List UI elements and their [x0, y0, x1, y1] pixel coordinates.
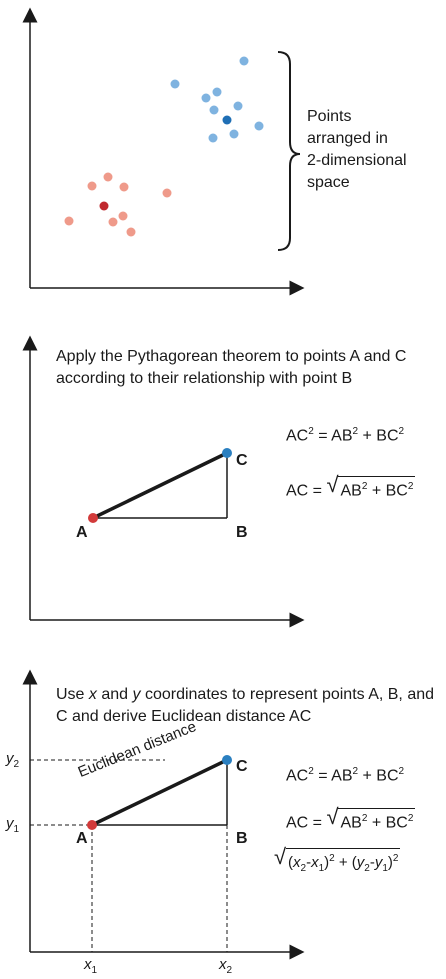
x1-label: [84, 956, 97, 976]
eq-term: AB: [340, 814, 362, 832]
eq-term: (: [351, 854, 357, 871]
red-point: [88, 182, 97, 191]
caption-text: and: [96, 686, 133, 703]
eq-term: ): [387, 854, 393, 871]
eq-sub: 1: [318, 863, 325, 874]
eq-exp: 2: [308, 426, 314, 437]
eq-term: AC =: [286, 482, 323, 500]
euclidean-panel: [0, 660, 446, 979]
y1-label: [6, 815, 19, 835]
red-point: [119, 212, 128, 221]
pythagorean-equation: [286, 426, 404, 445]
y2-label: [6, 750, 19, 770]
eq-exp: 2: [308, 766, 314, 777]
blue-point: [213, 88, 222, 97]
eq-term: AC: [286, 767, 309, 785]
pythagorean-caption: Apply the Pythagorean theorem to points A and C according to their relationship with point B: [56, 348, 407, 387]
x2-var: x: [219, 956, 227, 973]
square-root: √ $AB^2 + BC^2$: [326, 804, 414, 832]
eq-term: + BC: [358, 427, 399, 445]
red-cluster: [65, 173, 172, 237]
eq-var: y: [356, 854, 365, 871]
curly-brace: [278, 52, 300, 250]
eq-sub: 2: [364, 863, 370, 874]
blue-point: [171, 80, 180, 89]
eq-exp: 2: [361, 481, 368, 492]
y2-var: y: [6, 750, 14, 767]
caption-line: 2-dimensional: [307, 152, 407, 169]
pythagorean-equation: [286, 766, 404, 785]
red-point: [163, 189, 172, 198]
distance-equation: [286, 472, 415, 500]
eq-term: + BC: [367, 482, 408, 500]
euclidean-caption: [56, 684, 441, 728]
eq-exp: 2: [398, 426, 405, 437]
eq-exp: 2: [352, 766, 359, 777]
blue-point: [240, 57, 249, 66]
x2-label: [219, 956, 232, 976]
hypotenuse-ac: [92, 760, 227, 825]
point-c-marker: [222, 448, 232, 458]
eq-exp: 2: [352, 426, 359, 437]
eq-term: AB: [340, 482, 362, 500]
coordinate-distance-formula: [274, 844, 400, 878]
y1-sub: 1: [13, 824, 20, 835]
eq-term: -: [369, 854, 375, 871]
caption-text: Use: [56, 686, 89, 703]
point-a-label: A: [76, 830, 88, 847]
eq-var: x: [293, 854, 301, 871]
red-center-point: [100, 202, 109, 211]
scatter-caption: [307, 106, 437, 194]
eq-term: -: [306, 854, 312, 871]
eq-term: = AB: [313, 767, 353, 785]
point-c-label: C: [236, 758, 248, 775]
eq-term: (: [288, 854, 293, 871]
blue-cluster: [171, 57, 264, 143]
pythagorean-panel: [0, 326, 446, 632]
eq-term: + BC: [367, 814, 408, 832]
eq-exp: 2: [392, 853, 399, 864]
y1-var: y: [6, 815, 14, 832]
point-a-marker: [88, 513, 98, 523]
blue-point: [209, 134, 218, 143]
blue-point: [230, 130, 239, 139]
eq-term: ): [324, 854, 330, 871]
caption-line: Points: [307, 108, 352, 125]
eq-exp: 2: [398, 766, 405, 777]
eq-exp: 2: [407, 481, 414, 492]
euclidean-distance-label: Euclidean distance: [75, 718, 199, 781]
red-point: [109, 218, 118, 227]
x1-sub: 1: [91, 965, 98, 976]
eq-exp: 2: [407, 813, 414, 824]
eq-sub: 1: [382, 863, 388, 874]
point-a-marker: [87, 820, 97, 830]
distance-equation: [286, 804, 415, 832]
caption-y: y: [132, 686, 141, 703]
eq-exp: 2: [329, 853, 335, 864]
eq-term: +: [334, 854, 352, 871]
eq-term: AC =: [286, 814, 323, 832]
x1-var: x: [84, 956, 92, 973]
eq-exp: 2: [361, 813, 368, 824]
blue-point: [234, 102, 243, 111]
point-c-marker: [222, 755, 232, 765]
caption-text: coordinates to represent points A, B, and C and derive Euclidean distance AC: [56, 686, 435, 725]
red-point: [127, 228, 136, 237]
x2-sub: 2: [226, 965, 233, 976]
red-point: [120, 183, 129, 192]
scatter-panel: [0, 0, 446, 300]
y2-sub: 2: [13, 759, 20, 770]
caption-x: x: [88, 686, 97, 703]
blue-center-point: [223, 116, 232, 125]
point-a-label: A: [76, 524, 88, 541]
eq-sub: 2: [300, 863, 307, 874]
eq-term: + BC: [358, 767, 399, 785]
blue-point: [210, 106, 219, 115]
eq-term: AC: [286, 427, 309, 445]
eq-term: = AB: [313, 427, 353, 445]
red-point: [65, 217, 74, 226]
hypotenuse-ac: [93, 453, 227, 518]
eq-var: x: [311, 854, 319, 871]
red-point: [104, 173, 113, 182]
caption-line: space: [307, 174, 350, 191]
point-b-label: B: [236, 524, 248, 541]
blue-point: [202, 94, 211, 103]
square-root: √ $(x_2-x_1)^2 + (y_2-y_1)^2$: [274, 848, 400, 878]
caption-line: arranged in: [307, 130, 388, 147]
blue-point: [255, 122, 264, 131]
point-c-label: C: [236, 452, 248, 469]
eq-var: y: [374, 854, 383, 871]
point-b-label: B: [236, 830, 248, 847]
square-root: √ $AB^2 + BC^2$: [326, 472, 414, 500]
